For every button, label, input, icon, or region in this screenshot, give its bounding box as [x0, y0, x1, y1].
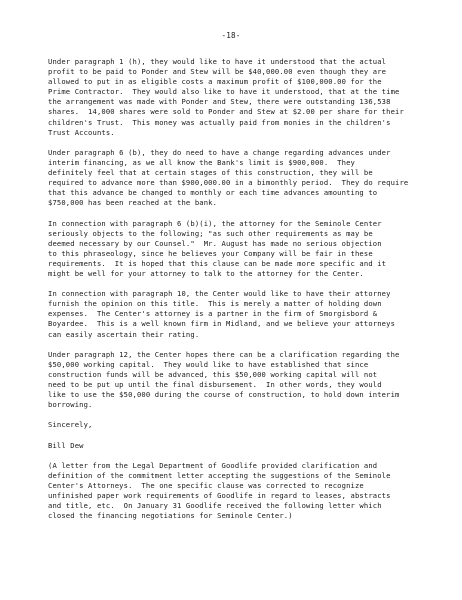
paragraph-6bi	[48, 219, 428, 280]
text-line: construction funds will be advanced, this $50,000 working capital will not	[48, 369, 378, 379]
text-line: can easily ascertain their rating.	[48, 329, 200, 339]
text-line: Prime Contractor. They would also like to have it understood, that at the time	[48, 87, 400, 97]
text-line: that this advance be changed to monthly or each time advances amounting to	[48, 188, 378, 198]
signature-name	[48, 441, 428, 451]
text-line: Boyardee. This is a well known firm in Midland, and we believe your attorneys	[48, 319, 396, 329]
text-line: might be well for your attorney to talk to the attorney for the Center.	[48, 268, 364, 278]
text-line: expenses. The Center's attorney is a partner in the firm of Smorgisbord &	[48, 309, 378, 319]
paragraph-1h	[48, 57, 428, 138]
text-line: (A letter from the Legal Department of Goodlife provided clarification and	[48, 460, 378, 470]
text-line: $50,000 working capital. They would like to have established that since	[48, 359, 369, 369]
text-line: closed the financing negotiations for Seminole Center.)	[48, 511, 293, 521]
text-line: like to use the $50,000 during the course of construction, to hold down interim	[48, 390, 400, 400]
text-line: $750,000 has been reached at the bank.	[48, 198, 218, 208]
text-line: Sincerely,	[48, 420, 93, 430]
text-line: need to be put up until the final disbursement. In other words, they would	[48, 380, 382, 389]
letter-body	[48, 57, 428, 531]
text-line: profit to be paid to Ponder and Stew will be $40,000.00 even though they are	[48, 67, 387, 77]
text-line: unfinished paper work requirements of Goodlife in regard to leases, abstracts	[48, 491, 391, 501]
closing-sincerely	[48, 420, 428, 430]
text-line: Center's Attorneys. The one specific clause was corrected to recognize	[48, 480, 364, 490]
text-line: to this phraseology, since he believes your Company will be fair in these	[48, 248, 373, 258]
text-line: and title, etc. On January 31 Goodlife received the following letter which	[48, 501, 382, 511]
text-line: Under paragraph 6 (b), they do need to have a change regarding advances under	[48, 147, 391, 157]
text-line: deemed necessary by our Counsel." Mr. August has made no serious objection	[48, 238, 382, 248]
paragraph-10	[48, 289, 428, 339]
text-line: Under paragraph 1 (h), they would like to have it understood that the actual	[48, 57, 387, 66]
page-number: -18-	[221, 31, 241, 40]
text-line: requirements. It is hoped that this clause can be made more specific and it	[48, 258, 387, 268]
text-line: Trust Accounts.	[48, 127, 115, 137]
text-line: furnish the opinion on this title. This is merely a matter of holding down	[48, 299, 382, 309]
text-line: In connection with paragraph 10, the Center would like to have their attorney	[48, 289, 391, 299]
text-line: required to advance more than $900,000.00 in a bimonthly period. They do require	[48, 178, 409, 188]
text-line: In connection with paragraph 6 (b)(i), the attorney for the Seminole Center	[48, 218, 382, 228]
text-line: definition of the commitment letter accepting the suggestions of the Seminole	[48, 470, 391, 480]
editorial-note	[48, 461, 428, 522]
text-line: the arrangement was made with Ponder and Stew, there were outstanding 136,538	[48, 97, 391, 107]
text-line: interim financing, as we all know the Bank's limit is $900,000. They	[48, 157, 355, 167]
text-line: seriously objects to the following; "as such other requirements as may be	[48, 228, 373, 238]
paragraph-12	[48, 350, 428, 411]
text-line: allowed to put in as eligible costs a maximum profit of $100,000.00 for the	[48, 77, 382, 87]
text-line: Bill Dew	[48, 440, 84, 450]
text-line: Under paragraph 12, the Center hopes there can be a clarification regarding the	[48, 349, 400, 359]
text-line: borrowing.	[48, 400, 93, 410]
text-line: shares. 14,000 shares were sold to Ponder and Stew at $2.00 per share for their	[48, 107, 404, 117]
text-line: children's Trust. This money was actually paid from monies in the children's	[48, 117, 391, 127]
text-line: definitely feel that at certain stages of this construction, they will be	[48, 168, 373, 178]
paragraph-6b	[48, 148, 428, 209]
